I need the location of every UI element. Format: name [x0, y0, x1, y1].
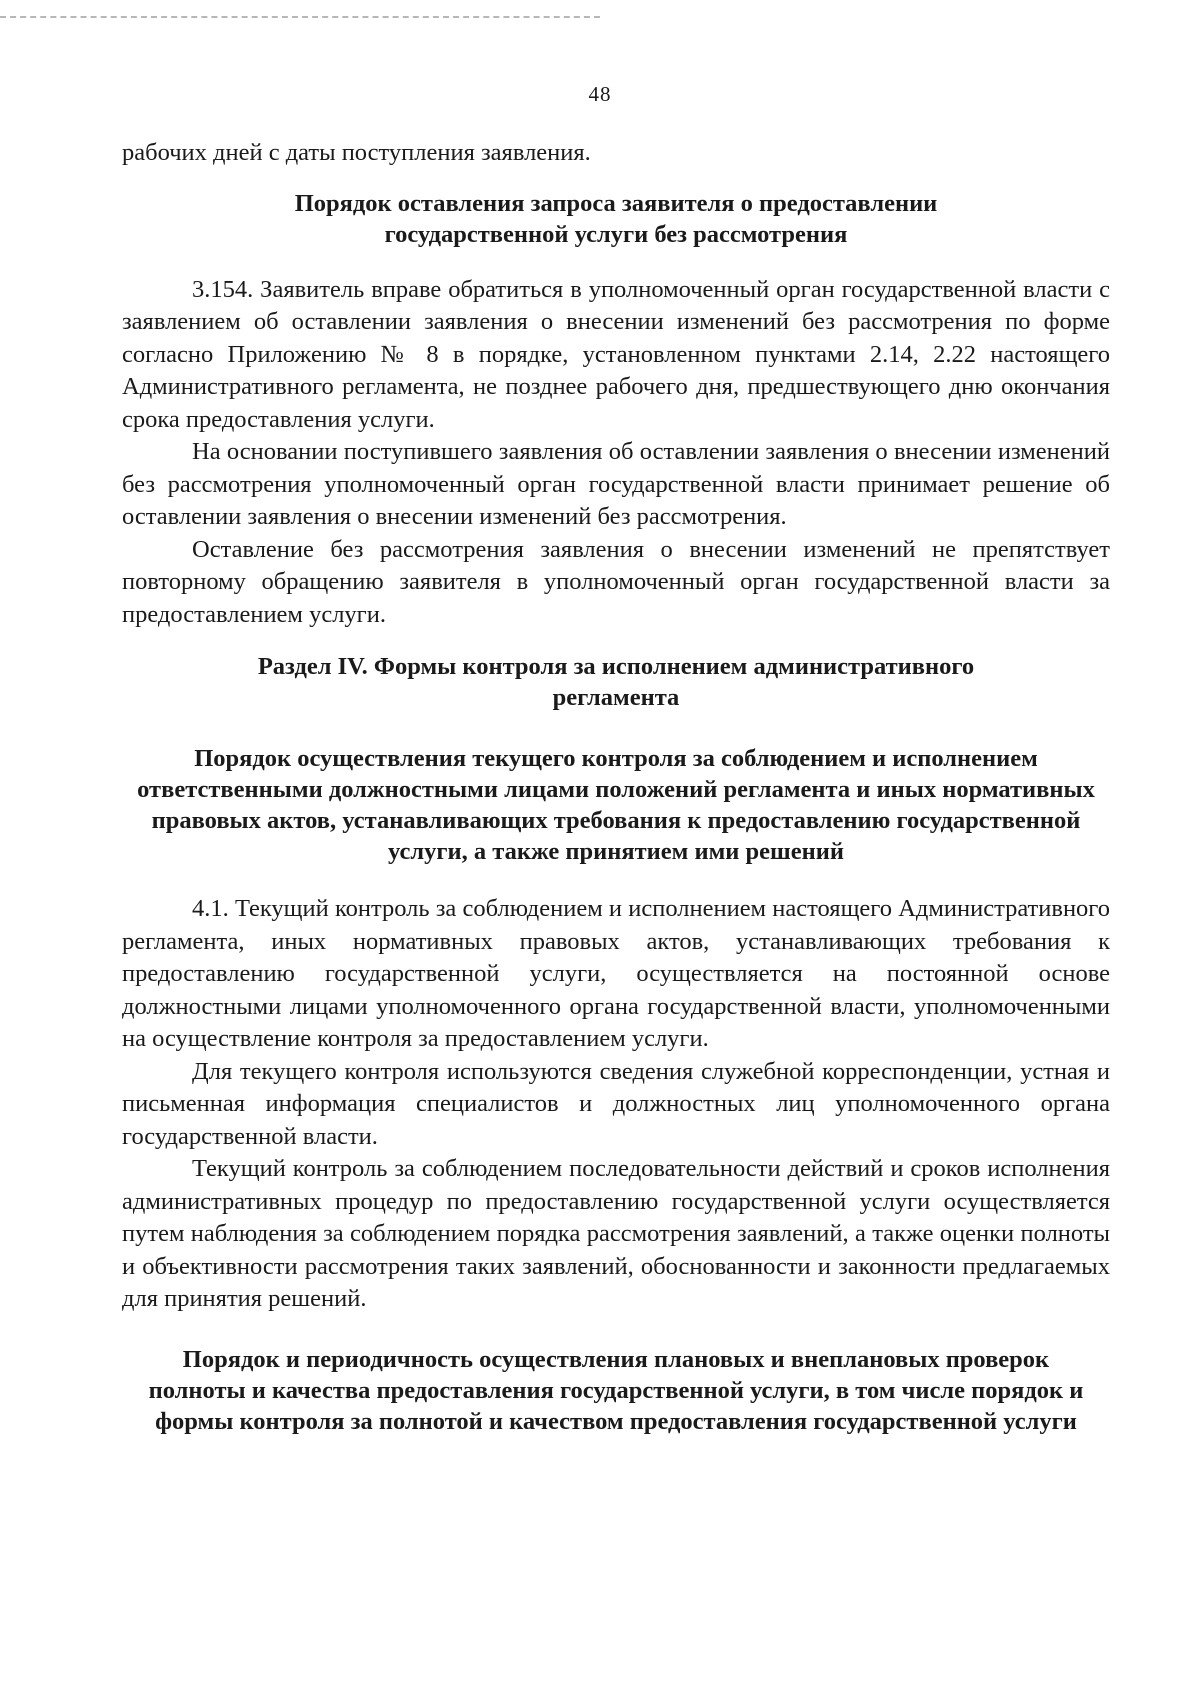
paragraph-3-154: 3.154. Заявитель вправе обратиться в уполномоченный орган государственной власти с заявлением об оставлении заявления о внесении изменений без рассмотрения по форме согласно Приложению № 8 в порядке, установленном пунктами 2.14, 2.22 настоящего Административного регламента, не позднее рабочего дня, предшествующего дню окончания срока предоставления услуги. — [122, 275, 1110, 433]
paragraph-basis: На основании поступившего заявления об оставлении заявления о внесении изменений без рассмотрения уполномоченный орган государственной власти принимает решение об оставлении заявления о внесении изменений без рассмотрения. — [122, 438, 1110, 530]
section-4-title: Раздел IV. Формы контроля за исполнением административного регламента — [257, 653, 975, 711]
paragraph-sources: Для текущего контроля используются сведения служебной корреспонденции, устная и письменная информация специалистов и должностных лиц уполномоченного органа государственной власти. — [122, 1057, 1110, 1150]
scan-artifact-line — [0, 16, 600, 18]
document-body — [122, 137, 1110, 1437]
heading-current-control: Порядок осуществления текущего контроля за соблюдением и исполнением ответственными должностными лицами положений регламента и иных нормативных правовых актов, устанавливающих требования к предоставлению государственной услуги, а также принятием ими решений — [137, 745, 1095, 865]
heading-inspections: Порядок и периодичность осуществления плановых и внеплановых проверок полноты и качества предоставления государственной услуги, в том числе порядок и формы контроля за полнотой и качеством предоставления государственной услуги — [148, 1345, 1084, 1435]
paragraph-leaving: Оставление без рассмотрения заявления о внесении изменений не препятствует повторному обращению заявителя в уполномоченный орган государственной власти за предоставлением услуги. — [122, 535, 1110, 628]
heading-leave-request: Порядок оставления запроса заявителя о предоставлении государственной услуги без рассмотрения — [294, 189, 938, 248]
paragraph-current-control: Текущий контроль за соблюдением последовательности действий и сроков исполнения административных процедур по предоставлению государственной услуги осуществляется путем наблюдения за соблюдением порядка рассмотрения заявлений, а также оценки полноты и объективности рассмотрения таких заявлений, обоснованности и законности предлагаемых для принятия решений. — [122, 1155, 1110, 1312]
page-number: 48 — [588, 82, 612, 106]
continuation-text: рабочих дней с даты поступления заявления. — [122, 139, 591, 166]
paragraph-4-1: 4.1. Текущий контроль за соблюдением и исполнением настоящего Административного регламента, иных нормативных правовых актов, устанавливающих требования к предоставлению государственной услуги, осуществляется на постоянной основе должностными лицами уполномоченного органа государственной власти, уполномоченными на осуществление контроля за предоставлением услуги. — [122, 895, 1110, 1052]
